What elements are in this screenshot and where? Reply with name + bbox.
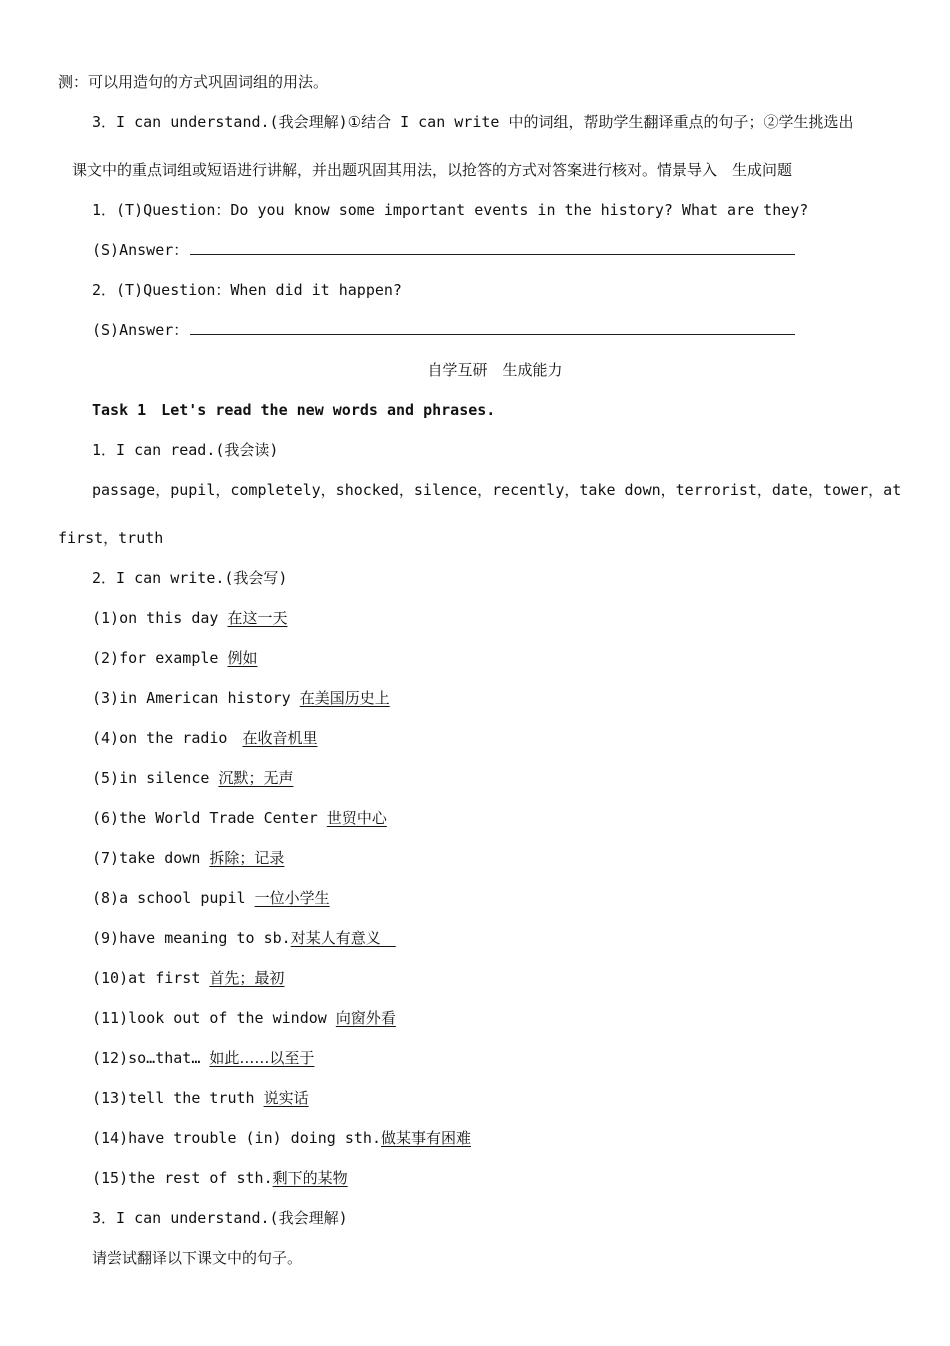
read-words-line-1: passage，pupil，completely，shocked，silence，recently，take down，terrorist，date，tower，at	[92, 481, 902, 499]
phrase-en: (10)at first	[92, 969, 210, 987]
understand-heading: 3．I can understand.(我会理解)	[92, 1209, 348, 1227]
phrase-row	[92, 888, 330, 908]
phrase-cn: 拆除；记录	[209, 849, 285, 867]
phrase-row	[92, 1128, 471, 1148]
phrase-row	[92, 1048, 314, 1068]
phrase-row	[92, 688, 390, 708]
phrase-cn: 例如	[227, 649, 258, 667]
intro-line-1: 测：可以用造句的方式巩固词组的用法。	[58, 73, 329, 91]
answer-1-label: (S)Answer：	[92, 241, 189, 259]
phrase-en: (3)in American history	[92, 689, 300, 707]
answer-1-row	[92, 240, 795, 260]
phrase-en: (9)have meaning to sb.	[92, 929, 291, 947]
phrase-row	[92, 728, 317, 748]
phrase-row	[92, 808, 387, 828]
phrase-row	[92, 768, 293, 788]
section-title: 自学互研 生成能力	[427, 361, 563, 379]
phrase-cn: 对某人有意义	[290, 929, 396, 947]
phrase-en: (5)in silence	[92, 769, 219, 787]
phrase-en: (6)the World Trade Center	[92, 809, 327, 827]
phrase-cn: 在收音机里	[242, 729, 318, 747]
phrase-row	[92, 1008, 396, 1028]
phrase-cn: 剩下的某物	[272, 1169, 348, 1187]
write-heading: 2．I can write.(我会写)	[92, 569, 288, 587]
question-1: 1．(T)Question：Do you know some important events in the history? What are they?	[92, 201, 809, 219]
phrase-cn: 在美国历史上	[299, 689, 390, 707]
phrase-en: (11)look out of the window	[92, 1009, 336, 1027]
phrase-cn: 一位小学生	[254, 889, 330, 907]
phrase-row	[92, 1168, 348, 1188]
phrase-en: (2)for example	[92, 649, 228, 667]
phrase-row	[92, 648, 257, 668]
phrase-cn: 做某事有困难	[380, 1129, 471, 1147]
phrase-row	[92, 608, 287, 628]
understand-note: 请尝试翻译以下课文中的句子。	[92, 1249, 303, 1267]
phrase-en: (13)tell the truth	[92, 1089, 264, 1107]
phrase-cn: 首先；最初	[209, 969, 285, 987]
phrase-cn: 沉默；无声	[218, 769, 294, 787]
answer-1-blank[interactable]	[190, 240, 795, 255]
answer-2-row	[92, 320, 795, 340]
phrase-en: (7)take down	[92, 849, 210, 867]
phrase-en: (14)have trouble (in) doing sth.	[92, 1129, 381, 1147]
read-words-line-2: first，truth	[58, 529, 164, 547]
phrase-row	[92, 968, 284, 988]
phrase-en: (1)on this day	[92, 609, 228, 627]
phrase-row	[92, 928, 396, 948]
answer-2-blank[interactable]	[190, 320, 795, 335]
intro-line-2: 3．I can understand.(我会理解)①结合 I can write 中的词组，帮助学生翻译重点的句子；②学生挑选出	[92, 113, 854, 131]
phrase-row	[92, 1088, 309, 1108]
read-heading: 1．I can read.(我会读)	[92, 441, 279, 459]
phrase-cn: 世贸中心	[326, 809, 387, 827]
phrase-cn: 说实话	[263, 1089, 309, 1107]
task1-title: Task 1 Let's read the new words and phrases.	[92, 401, 496, 419]
intro-line-3: 课文中的重点词组或短语进行讲解，并出题巩固其用法，以抢答的方式对答案进行核对。情景导入 生成问题	[72, 161, 793, 179]
phrase-cn: 如此……以至于	[209, 1049, 315, 1067]
answer-2-label: (S)Answer：	[92, 321, 189, 339]
phrase-cn: 向窗外看	[335, 1009, 396, 1027]
question-2: 2．(T)Question：When did it happen?	[92, 281, 402, 299]
phrase-en: (4)on the radio	[92, 729, 243, 747]
phrase-en: (8)a school pupil	[92, 889, 255, 907]
phrase-en: (12)so…that…	[92, 1049, 210, 1067]
phrase-row	[92, 848, 284, 868]
phrase-en: (15)the rest of sth.	[92, 1169, 273, 1187]
phrase-cn: 在这一天	[227, 609, 288, 627]
